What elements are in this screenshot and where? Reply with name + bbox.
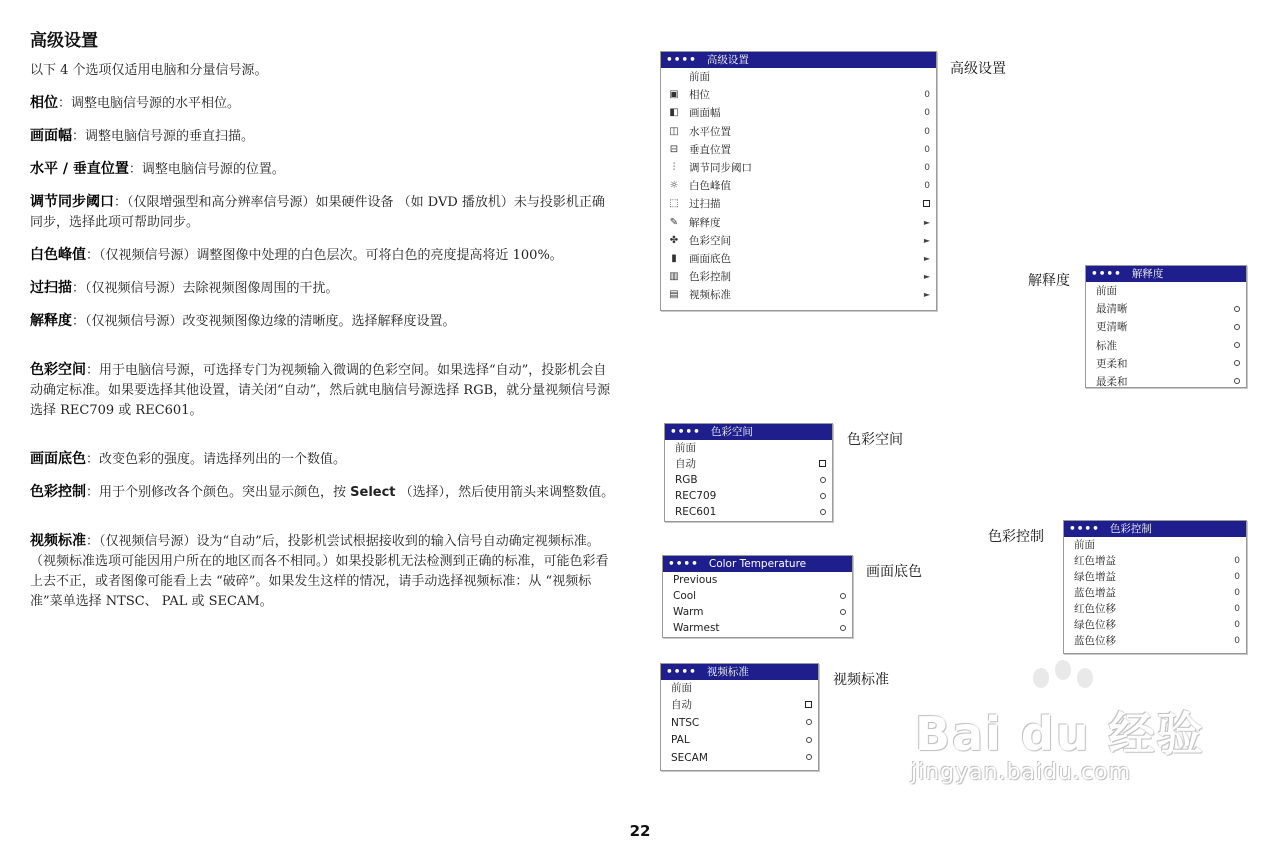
menu-title: 色彩控制 <box>1109 523 1152 535</box>
menu-item[interactable] <box>1086 318 1246 336</box>
menu-item-label: Previous <box>673 574 718 586</box>
radio-button[interactable] <box>840 588 846 604</box>
menu-item-label: 画面幅 <box>689 107 721 120</box>
menu-item-label: 标准 <box>1096 339 1117 352</box>
menu-item[interactable] <box>661 732 818 749</box>
menu-item-label: 蓝色位移 <box>1074 635 1116 647</box>
position-term: 水平 / 垂直位置 <box>30 161 129 177</box>
color-space-term: 色彩空间 <box>30 362 86 378</box>
white-peak-paragraph <box>30 245 615 266</box>
menu-item-label: REC709 <box>675 490 717 502</box>
width-desc: ：调整电脑信号源的垂直扫描。 <box>72 129 255 144</box>
menu-title-bar <box>1086 266 1246 282</box>
radio-button[interactable] <box>820 488 826 504</box>
menu-item-label: 调节同步阈口 <box>689 161 752 174</box>
sharpness-menu <box>1085 265 1247 388</box>
radio-button[interactable] <box>1234 373 1240 391</box>
menu-item[interactable] <box>661 68 936 86</box>
menu-item[interactable] <box>665 504 832 520</box>
white-peak-term: 白色峰值 <box>30 247 86 263</box>
menu-item[interactable] <box>661 715 818 732</box>
menu-item-label: 绿色位移 <box>1074 619 1116 631</box>
sharpness-label: 解释度 <box>1028 273 1070 289</box>
menu-item-label: 前面 <box>671 682 692 694</box>
section-heading: 高级设置 <box>30 31 98 51</box>
watermark-brand: Bai du 经验 <box>915 707 1205 761</box>
menu-item-label: 红色增益 <box>1074 555 1116 567</box>
menu-item[interactable] <box>661 141 936 159</box>
menu-item-label: Warmest <box>673 622 720 634</box>
radio-button[interactable] <box>820 504 826 520</box>
paw-print-icon <box>1077 668 1093 688</box>
radio-button[interactable] <box>1234 337 1240 355</box>
width-term: 画面幅 <box>30 128 72 144</box>
menu-dots: •••• <box>1091 268 1122 280</box>
phase-desc: ：调整电脑信号源的水平相位。 <box>58 96 241 111</box>
vertical-position-icon: ⊟ <box>669 143 679 155</box>
radio-button[interactable] <box>1234 318 1240 336</box>
color-space-paragraph <box>30 360 615 421</box>
menu-item[interactable] <box>665 456 832 472</box>
menu-item-label: NTSC <box>671 716 700 729</box>
menu-item-label: 自动 <box>671 699 692 712</box>
color-temp-paragraph <box>30 449 615 470</box>
menu-item-label: 前面 <box>675 442 696 454</box>
sharpness-desc: ：（仅视频信号源）改变视频图像边缘的清晰度。选择解释度设置。 <box>72 314 456 329</box>
menu-item[interactable] <box>661 177 936 195</box>
menu-title: 解释度 <box>1131 268 1164 280</box>
manual-text-column <box>30 26 615 624</box>
menu-item[interactable] <box>665 488 832 504</box>
menu-item-label: 相位 <box>689 89 710 102</box>
radio-button[interactable] <box>1234 300 1240 318</box>
checkbox[interactable] <box>819 456 826 472</box>
menu-value: 0 <box>1234 620 1240 630</box>
horizontal-position-icon: ◫ <box>669 125 679 137</box>
sync-paragraph <box>30 192 615 233</box>
menu-item[interactable] <box>661 86 936 104</box>
menu-item-label: 蓝色增益 <box>1074 587 1116 599</box>
blank-icon <box>667 71 681 83</box>
sync-term: 调节同步阈口 <box>30 194 114 210</box>
submenu-arrow-icon: ► <box>923 217 930 227</box>
radio-button[interactable] <box>820 472 826 488</box>
menu-item[interactable] <box>1086 337 1246 355</box>
menu-dots: •••• <box>666 54 697 66</box>
menu-item-label: REC601 <box>675 506 717 518</box>
radio-button[interactable] <box>1234 355 1240 373</box>
menu-title: Color Temperature <box>708 558 807 570</box>
color-temp-desc: ：改变色彩的强度。请选择列出的一个数值。 <box>86 452 347 467</box>
menu-item[interactable] <box>663 604 852 620</box>
menu-title-bar <box>661 664 818 680</box>
menu-item-label: 前面 <box>1096 285 1117 297</box>
color-space-icon: ✤ <box>669 234 679 246</box>
menu-item[interactable] <box>665 472 832 488</box>
menu-item-label: 红色位移 <box>1074 603 1116 615</box>
menu-dots: •••• <box>670 426 701 438</box>
menu-item-label: 色彩空间 <box>689 234 731 247</box>
baidu-watermark <box>905 660 1225 810</box>
menu-title-bar <box>661 52 936 68</box>
page-number: 22 <box>629 822 651 840</box>
menu-item-label: 水平位置 <box>689 125 731 138</box>
submenu-arrow-icon: ► <box>923 235 930 245</box>
menu-item-label: 前面 <box>689 71 710 83</box>
sync-desc: ：（仅限增强型和高分辨率信号源）如果硬件设备 （如 DVD 播放机）未与投影机正确同步，选择此项可帮助同步。 <box>30 195 605 230</box>
color-temp-term: 画面底色 <box>30 451 86 467</box>
menu-item-label: 最柔和 <box>1096 375 1128 388</box>
menu-item[interactable] <box>661 250 936 268</box>
menu-title: 视频标准 <box>706 666 749 678</box>
menu-dots: •••• <box>668 558 699 570</box>
menu-value: 0 <box>1234 636 1240 646</box>
menu-item[interactable] <box>661 214 936 232</box>
sync-threshold-icon: ⫶ <box>672 161 676 173</box>
paw-print-icon <box>1033 668 1049 688</box>
menu-value: 0 <box>1234 588 1240 598</box>
menu-item[interactable] <box>1064 569 1246 585</box>
overscan-paragraph <box>30 278 615 299</box>
color-control-icon: ▥ <box>669 271 679 283</box>
menu-item-label: 画面底色 <box>689 252 731 265</box>
color-control-paragraph <box>30 482 615 503</box>
menu-item-label: RGB <box>675 474 698 486</box>
submenu-arrow-icon: ► <box>923 253 930 263</box>
menu-item-label: Warm <box>673 606 704 618</box>
color-temperature-menu <box>662 555 853 638</box>
sharpness-paragraph <box>30 311 615 332</box>
color-temperature-label: 画面底色 <box>866 564 922 580</box>
tracking-icon: ◧ <box>669 107 679 119</box>
paw-print-icon <box>1055 660 1071 680</box>
submenu-arrow-icon: ► <box>923 272 930 282</box>
menu-item[interactable] <box>663 588 852 604</box>
menu-item[interactable] <box>661 159 936 177</box>
menu-item-label: 色彩控制 <box>689 271 731 284</box>
menu-item[interactable] <box>661 286 936 304</box>
radio-button[interactable] <box>840 604 846 620</box>
radio-button[interactable] <box>806 732 812 749</box>
menu-item[interactable] <box>1064 537 1246 553</box>
menu-title-bar <box>1064 521 1246 537</box>
menu-title-bar <box>665 424 832 440</box>
advanced-settings-menu <box>660 51 937 311</box>
radio-button[interactable] <box>806 715 812 732</box>
menu-item[interactable] <box>661 123 936 141</box>
menu-title-bar <box>663 556 852 572</box>
menu-item-label: 绿色增益 <box>1074 571 1116 583</box>
color-space-menu <box>664 423 833 522</box>
menu-item[interactable] <box>661 195 936 213</box>
menu-value: 0 <box>924 181 930 192</box>
video-standard-paragraph <box>30 531 615 612</box>
menu-value: 0 <box>1234 604 1240 614</box>
menu-item[interactable] <box>661 232 936 250</box>
menu-item-label: 白色峰值 <box>689 180 731 193</box>
radio-button[interactable] <box>840 620 846 636</box>
menu-value: 0 <box>924 162 930 173</box>
video-standard-label: 视频标准 <box>833 672 889 688</box>
menu-item[interactable] <box>663 620 852 636</box>
sharpness-icon: ✎ <box>669 216 679 228</box>
menu-item-label: 自动 <box>675 458 696 470</box>
color-control-menu <box>1063 520 1247 654</box>
menu-item[interactable] <box>1086 373 1246 391</box>
menu-title: 高级设置 <box>706 54 749 66</box>
white-peak-desc: ：（仅视频信号源）调整图像中处理的白色层次。可将白色的亮度提高将近 100%。 <box>86 248 563 263</box>
video-standard-icon: ▤ <box>669 289 679 301</box>
menu-item-label: PAL <box>671 734 690 747</box>
color-control-desc-2: （选择），然后使用箭头来调整数值。 <box>395 485 615 500</box>
checkbox[interactable] <box>805 697 812 714</box>
phase-icon: ▣ <box>669 89 679 101</box>
color-control-desc-1: ：用于个别修改各个颜色。突出显示颜色，按 <box>86 485 351 500</box>
overscan-desc: ：（仅视频信号源）去除视频图像周围的干扰。 <box>72 281 339 296</box>
color-space-desc: ：用于电脑信号源，可选择专门为视频输入微调的色彩空间。如果选择“自动”，投影机会自动确定标准。如果要选择其他设置，请关闭“自动”，然后就电脑信号源选择 RGB，就分量视频信号源选择 REC709 或 REC601。 <box>30 363 611 418</box>
menu-item[interactable] <box>665 440 832 456</box>
menu-value: 0 <box>924 126 930 137</box>
menu-item-label: 更柔和 <box>1096 357 1128 370</box>
white-peaking-icon: ☼ <box>669 180 679 192</box>
menu-item-label: Cool <box>673 590 697 602</box>
menu-item[interactable] <box>1086 300 1246 318</box>
menu-item[interactable] <box>1064 601 1246 617</box>
select-key-name: Select <box>350 485 396 500</box>
sharpness-term: 解释度 <box>30 313 72 329</box>
color-control-term: 色彩控制 <box>30 484 86 500</box>
menu-value: 0 <box>924 144 930 155</box>
menu-item-label: 最清晰 <box>1096 303 1128 316</box>
color-control-label: 色彩控制 <box>988 529 1044 545</box>
menu-item-label: 更清晰 <box>1096 321 1128 334</box>
phase-paragraph <box>30 93 615 114</box>
menu-item-label: SECAM <box>671 751 708 764</box>
menu-dots: •••• <box>1069 523 1100 535</box>
watermark-url: jingyan.baidu.com <box>911 760 1132 785</box>
position-paragraph <box>30 159 615 180</box>
menu-item-label: 视频标准 <box>689 289 731 302</box>
menu-dots: •••• <box>666 666 697 678</box>
menu-item[interactable] <box>1086 282 1246 300</box>
menu-item[interactable] <box>663 572 852 588</box>
menu-item-label: 解释度 <box>689 216 721 229</box>
menu-item-label: 过扫描 <box>689 198 721 211</box>
menu-item[interactable] <box>661 268 936 286</box>
menu-value: 0 <box>1234 556 1240 566</box>
menu-value: 0 <box>924 90 930 101</box>
radio-button[interactable] <box>806 750 812 767</box>
menu-item[interactable] <box>1086 355 1246 373</box>
menu-item-label: 垂直位置 <box>689 143 731 156</box>
overscan-term: 过扫描 <box>30 280 72 296</box>
checkbox[interactable] <box>923 195 930 213</box>
menu-value: 0 <box>924 108 930 119</box>
menu-item[interactable] <box>1064 617 1246 633</box>
menu-title: 色彩空间 <box>710 426 753 438</box>
color-space-label: 色彩空间 <box>847 432 903 448</box>
submenu-arrow-icon: ► <box>923 290 930 300</box>
menu-item[interactable] <box>661 750 818 767</box>
menu-item[interactable] <box>661 697 818 714</box>
overscan-icon: ⬚ <box>669 198 679 210</box>
color-temperature-icon: ▮ <box>671 252 677 264</box>
menu-item[interactable] <box>1064 633 1246 649</box>
width-paragraph <box>30 126 615 147</box>
advanced-settings-label: 高级设置 <box>950 61 1006 77</box>
menu-item-label: 前面 <box>1074 539 1095 551</box>
video-standard-desc: ：（仅视频信号源）设为“自动”后，投影机尝试根据接收到的输入信号自动确定视频标准。（视频标准选项可能因用户所在的地区而各不相同。）如果投影机无法检测到正确的标准，可能色彩看上去不正，或者图像可能看上去 “破碎”。如果发生这样的情况，请手动选择视频标准：从 “视频标准”菜单选择 NTSC、 PAL 或 SECAM。 <box>30 534 609 609</box>
video-standard-term: 视频标准 <box>30 533 86 549</box>
menu-value: 0 <box>1234 572 1240 582</box>
menu-item[interactable] <box>661 680 818 697</box>
menu-item[interactable] <box>661 104 936 122</box>
menu-item[interactable] <box>1064 585 1246 601</box>
intro-paragraph: 以下 4 个选项仅适用电脑和分量信号源。 <box>30 63 268 78</box>
phase-term: 相位 <box>30 95 58 111</box>
menu-item[interactable] <box>1064 553 1246 569</box>
position-desc: ：调整电脑信号源的位置。 <box>128 162 285 177</box>
video-standard-menu <box>660 663 819 771</box>
